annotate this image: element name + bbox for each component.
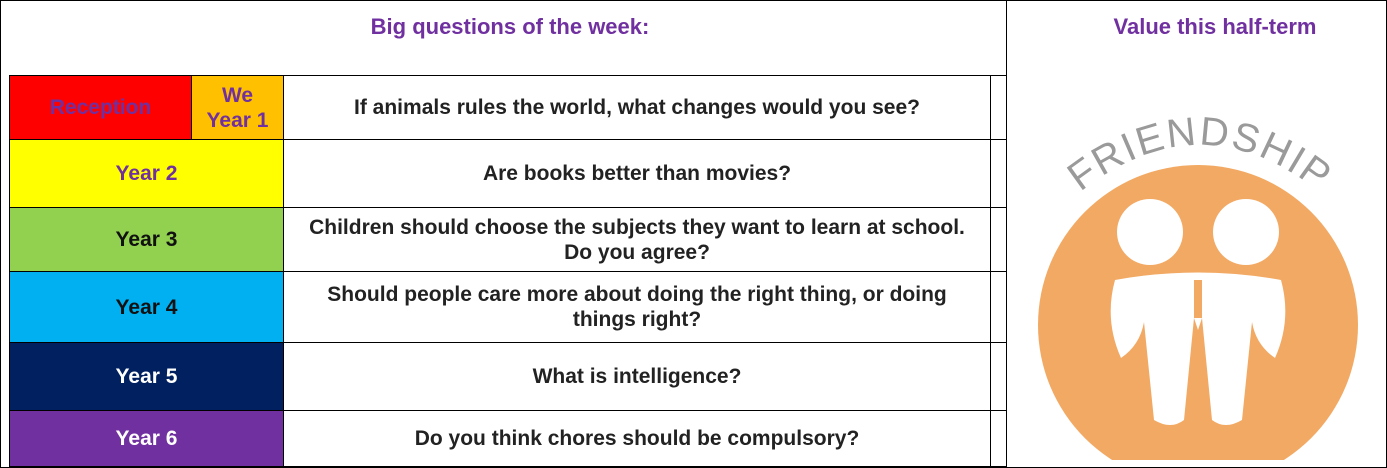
year-label-year4: Year 4 xyxy=(9,271,284,343)
row-divider xyxy=(990,342,1007,343)
question-reception-year1: If animals rules the world, what changes would you see? xyxy=(283,75,991,140)
we-label: We xyxy=(221,83,254,107)
row-divider xyxy=(990,410,1007,411)
question-year4: Should people care more about doing the right thing, or doing things right? xyxy=(283,271,991,343)
year1-label: Year 1 xyxy=(206,108,269,132)
questions-title: Big questions of the week: xyxy=(370,14,650,39)
two-friends-icon xyxy=(1038,165,1358,460)
year-label-year3: Year 3 xyxy=(9,207,284,272)
year-label-year6: Year 6 xyxy=(9,410,284,467)
year-label-year2: Year 2 xyxy=(9,139,284,208)
friendship-logo xyxy=(1020,90,1380,460)
question-year2: Are books better than movies? xyxy=(283,139,991,208)
question-year3: Children should choose the subjects they want to learn at school. Do you agree? xyxy=(283,207,991,272)
year-label-reception: Reception xyxy=(9,75,192,140)
row-divider xyxy=(990,271,1007,272)
row-divider xyxy=(990,139,1007,140)
row-divider xyxy=(990,207,1007,208)
friendship-word: FRIENDSHIP xyxy=(1059,109,1341,200)
year-label-we-year1 xyxy=(191,75,284,140)
question-year5: What is intelligence? xyxy=(283,342,991,411)
year-label-year5: Year 5 xyxy=(9,342,284,411)
question-year6: Do you think chores should be compulsory? xyxy=(283,410,991,467)
value-title: Value this half-term xyxy=(1113,14,1317,39)
